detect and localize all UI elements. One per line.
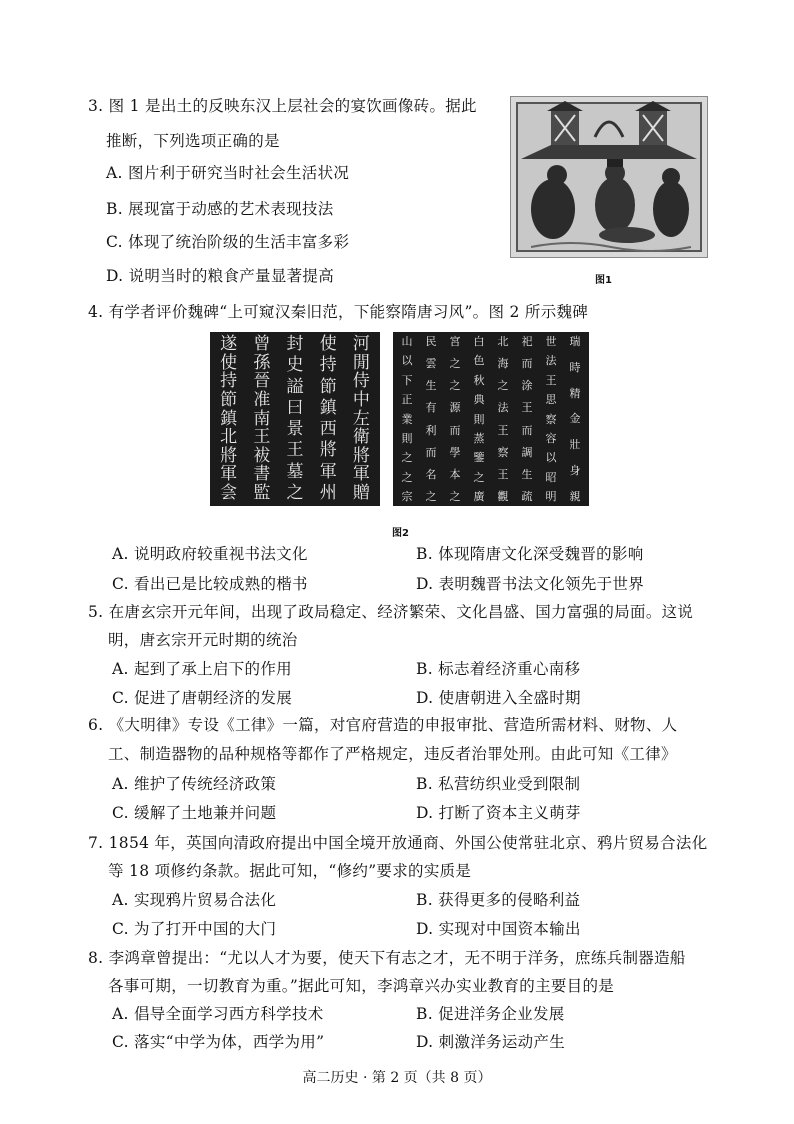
question-4-option-b: B. 体现隋唐文化深受魏晋的影响 [416,545,644,563]
stele-character: 業 [401,412,413,426]
question-8-option-a: A. 倡导全面学习西方科学技术 [112,1005,324,1023]
question-number: 6. [88,716,104,734]
stele-character: 則 [401,431,413,445]
stele-character: 王 [545,373,557,387]
stele-character: 封 [286,334,304,354]
stele-character: 州 [319,482,337,503]
question-number: 4. [88,303,104,321]
stele-character: 之 [449,357,461,371]
stele-character: 疏 [521,489,533,503]
stele-character: 將 [220,445,238,466]
stele-character: 法 [497,401,509,415]
stele-character: 監 [253,483,271,503]
stele-character: 節 [319,376,337,397]
stele-character: 法 [545,354,557,368]
stele-character: 之 [473,470,485,484]
question-3-option-c: C. 体现了统治阶级的生活丰富多彩 [106,233,350,251]
stele-character: 王 [497,467,509,481]
stele-character: 河 [352,334,370,354]
stele-character: 觀 [497,489,509,503]
stele-character: 明 [545,490,557,503]
stele-right-columns [393,332,589,506]
figure-2-caption: 图2 [392,528,409,539]
stele-column [212,336,245,502]
question-8-option-d: D. 刺激洋务运动产生 [416,1033,566,1051]
stele-character: 祀 [521,335,533,348]
stele-column [345,336,378,502]
stele-character: 王 [521,401,533,415]
stele-column [491,336,515,502]
stele-character: 親 [569,489,581,503]
stele-character: 廣 [473,490,485,503]
question-6-line-1: 6. 《大明律》专设《工律》一篇，对官府营造的申报审批、营造所需材料、财物、人 [88,716,678,734]
stele-character: 源 [449,401,461,415]
stele-column [278,336,311,502]
stele-character: 以 [545,451,557,465]
stele-character: 學 [449,445,461,459]
stele-character: 之 [401,451,413,465]
stele-character: 持 [319,355,337,376]
stele-character: 之 [286,482,304,503]
question-3-line-2: 推断，下列选项正确的是 [106,132,280,150]
stele-character: 容 [545,431,557,445]
stele-character: 持 [220,371,238,392]
stele-column [312,336,345,502]
stele-character: 身 [569,464,581,478]
stele-character: 墓 [286,461,304,482]
figure-1-caption: 图1 [595,275,612,286]
question-8-line-2: 各事可期，一切教育为重。”据此可知，李鸿章兴办实业教育的主要目的是 [108,977,615,995]
page-footer: 高二历史 · 第 2 页（共 8 页） [302,1070,492,1086]
stele-character: 利 [425,423,437,437]
stele-character: 鑒 [473,451,485,465]
stele-column [245,336,278,502]
stele-character: 景 [286,419,304,440]
stele-column [515,336,539,502]
question-3-line-1: 3. 图 1 是出土的反映东汉上层社会的宴饮画像砖。据此 [88,97,477,115]
stele-character: 察 [497,445,509,459]
stele-character: 書 [253,464,271,485]
stele-character: 而 [521,423,533,437]
stele-character: 之 [449,379,461,393]
stele-character: 曰 [286,397,304,418]
stele-character: 中 [352,389,370,410]
question-5-line-1: 5. 在唐玄宗开元年间，出现了政局稳定、经济繁荣、文化昌盛、国力富强的局面。这说 [88,603,694,621]
stele-character: 將 [319,440,337,461]
question-3-option-d: D. 说明当时的粮食产量显著提高 [106,267,335,285]
question-5-option-a: A. 起到了承上启下的作用 [112,660,292,678]
stele-character: 軍 [220,464,238,485]
stele-character: 北 [220,427,238,448]
question-number: 5. [88,603,104,621]
stele-character: 使 [319,334,337,354]
stele-character: 北 [497,335,509,348]
stele-character: 之 [425,489,437,503]
question-5-option-b: B. 标志着经济重心南移 [416,660,581,678]
stele-character: 以 [401,354,413,368]
question-8-option-b: B. 促进洋务企业发展 [416,1005,565,1023]
stele-character: 生 [521,467,533,481]
stele-character: 生 [425,379,437,393]
stele-character: 精 [569,386,581,400]
stele-column [419,336,443,502]
stele-character: 史 [286,355,304,376]
stele-character: 鎮 [319,397,337,418]
stele-character: 衛 [352,427,370,448]
question-3-option-b: B. 展现富于动感的艺术表现技法 [106,200,334,218]
stele-character: 左 [352,408,370,429]
question-5-option-c: C. 促进了唐朝经济的发展 [112,689,293,707]
question-6-option-d: D. 打断了资本主义萌芽 [416,804,581,822]
question-3-option-a: A. 图片利于研究当时社会生活状况 [106,164,350,182]
stele-character: 世 [545,335,557,348]
stele-character: 而 [449,423,461,437]
stele-character: 王 [286,440,304,461]
stele-character: 而 [425,445,437,459]
stele-column [467,336,491,502]
stele-character: 調 [521,445,533,459]
stele-character: 蒸 [473,431,485,445]
question-number: 7. [88,834,104,852]
stele-column [443,336,467,502]
stele-character: 侌 [220,483,238,503]
stele-character: 正 [401,393,413,407]
stele-character: 之 [497,379,509,393]
stele-character: 謚 [286,376,304,397]
stele-character: 將 [352,445,370,466]
stele-character: 袚 [253,445,271,466]
stele-character: 軍 [319,461,337,482]
question-6-option-c: C. 缓解了土地兼并问题 [112,804,277,822]
question-7-option-b: B. 获得更多的侵略利益 [416,891,581,909]
question-7-line-1: 7. 1854 年，英国向清政府提出中国全境开放通商、外国公使常驻北京、鸦片贸易合法化 [88,834,708,852]
stele-character: 下 [401,373,413,387]
stele-character: 贈 [352,483,370,503]
stele-character: 之 [449,489,461,503]
stele-character: 雲 [425,357,437,371]
question-7-option-d: D. 实现对中国资本输出 [416,920,581,938]
stele-rubbing-right [393,332,589,506]
stele-character: 王 [253,427,271,448]
stele-character: 本 [449,467,461,481]
stele-rubbing-left [210,332,380,506]
stele-character: 侍 [352,371,370,392]
question-6-line-2: 工、制造器物的品种规格等都作了严格规定，违反者治罪处刑。由此可知《工律》 [108,745,677,763]
stele-character: 閒 [352,352,370,373]
stele-column [563,336,587,502]
stele-character: 南 [253,408,271,429]
stele-character: 壯 [569,438,581,452]
stele-character: 涂 [521,379,533,393]
question-7-option-a: A. 实现鸦片贸易合法化 [112,891,277,909]
stele-character: 節 [220,389,238,410]
stele-character: 遂 [220,334,238,354]
question-6-option-b: B. 私营纺织业受到限制 [416,775,581,793]
stele-character: 孫 [253,352,271,373]
stele-character: 典 [473,393,485,407]
question-8-line-1: 8. 李鸿章曾提出：“尤以人才为要，使天下有志之才，无不明于洋务，庶练兵制器造船 [88,949,686,967]
question-6-option-a: A. 维护了传统经济政策 [112,775,277,793]
stele-character: 瑞 [569,335,581,348]
question-4-line-1: 4. 有学者评价魏碑“上可窥汉秦旧范，下能察隋唐习风”。图 2 所示魏碑 [88,303,589,321]
stele-character: 宗 [401,490,413,503]
stele-character: 使 [220,352,238,373]
stele-character: 白 [473,335,485,348]
stele-character: 山 [401,335,413,348]
stele-character: 有 [425,401,437,415]
stele-character: 准 [253,389,271,410]
stele-character: 而 [521,357,533,371]
stele-character: 昭 [545,470,557,484]
stele-character: 名 [425,467,437,481]
stele-character: 軍 [352,464,370,485]
stele-character: 色 [473,354,485,368]
question-7-line-2: 等 18 项修约条款。据此可知，“修约”要求的实质是 [108,862,472,880]
question-number: 8. [88,949,104,967]
banquet-brick-drawing [511,97,707,257]
question-number: 3. [88,97,104,115]
stele-character: 民 [425,335,437,348]
question-8-option-c: C. 落实“中学为体，西学为用” [112,1033,325,1051]
stele-character: 宮 [449,335,461,348]
question-5-option-d: D. 使唐朝进入全盛时期 [416,689,581,707]
stele-character: 海 [497,357,509,371]
banquet-brick-image [510,96,708,258]
stele-character: 晉 [253,371,271,392]
stele-character: 金 [569,412,581,426]
stele-column [539,336,563,502]
question-4-option-a: A. 说明政府较重视书法文化 [112,545,308,563]
stele-character: 則 [473,412,485,426]
stele-character: 思 [545,393,557,407]
stele-column [395,336,419,502]
stele-character: 鎮 [220,408,238,429]
stele-character: 秋 [473,373,485,387]
stele-character: 時 [569,360,581,374]
stele-character: 之 [401,470,413,484]
stele-character: 察 [545,412,557,426]
stele-character: 西 [319,419,337,440]
question-4-option-d: D. 表明魏晋书法文化领先于世界 [416,575,645,593]
stele-character: 曾 [253,334,271,354]
stele-character: 王 [497,423,509,437]
question-4-option-c: C. 看出已是比较成熟的楷书 [112,575,308,593]
question-5-line-2: 明，唐玄宗开元时期的统治 [108,631,298,649]
question-7-option-c: C. 为了打开中国的大门 [112,920,277,938]
stele-left-columns [210,332,380,506]
